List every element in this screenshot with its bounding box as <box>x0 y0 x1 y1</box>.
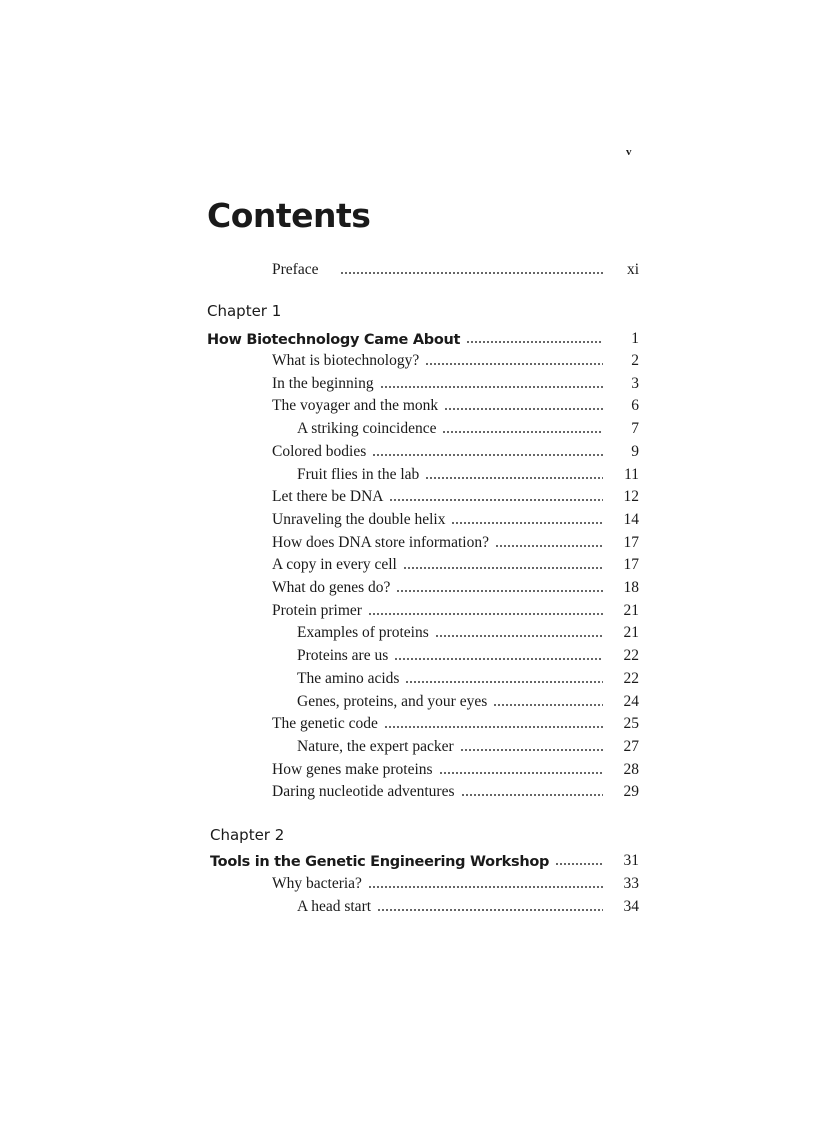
toc-entry-page: 2 <box>631 352 639 369</box>
toc-entry-page: 6 <box>631 397 639 415</box>
toc-entry-page: 28 <box>623 760 639 778</box>
toc-entry-title: What do genes do? <box>272 579 391 596</box>
toc-entry-title: Tools in the Genetic Engineering Workshop <box>210 854 550 870</box>
toc-entry[interactable] <box>272 507 639 529</box>
toc-entry[interactable] <box>272 757 639 779</box>
toc-entry-title: Preface <box>272 261 319 278</box>
chapter-label: Chapter 2 <box>210 826 285 844</box>
toc-entry-preface[interactable] <box>272 257 639 279</box>
toc-entry-title: Protein primer <box>272 601 362 619</box>
toc-entry-page: 21 <box>623 624 639 642</box>
toc-entry-title: In the beginning <box>272 374 374 392</box>
dot-leader <box>394 658 603 660</box>
toc-chapter-title[interactable] <box>210 848 639 870</box>
dot-leader <box>372 454 603 456</box>
toc-entry-title: How does DNA store information? <box>272 533 489 551</box>
toc-entry-page: 24 <box>623 692 639 710</box>
dot-leader <box>396 590 603 592</box>
toc-entry-title: Colored bodies <box>272 442 367 460</box>
toc-entry[interactable] <box>272 871 639 893</box>
toc-entry-title: A head start <box>297 897 372 915</box>
dot-leader <box>377 909 603 911</box>
toc-entry-title: Why bacteria? <box>272 875 362 892</box>
toc-entry[interactable] <box>272 484 639 506</box>
toc-entry-page: 29 <box>623 783 639 801</box>
toc-entry-page: 17 <box>623 533 639 551</box>
toc-entry-title: How genes make proteins <box>272 760 433 778</box>
dot-leader <box>461 794 604 796</box>
dot-leader <box>444 408 603 410</box>
toc-entry-title: Fruit flies in the lab <box>297 465 420 483</box>
dot-leader <box>435 635 603 637</box>
dot-leader <box>495 545 603 547</box>
toc-entry[interactable] <box>297 894 639 916</box>
dot-leader <box>451 522 603 524</box>
toc-entry-title: What is biotechnology? <box>272 352 420 369</box>
dot-leader <box>493 704 603 706</box>
toc-entry[interactable] <box>272 371 639 393</box>
toc-entry-title: The amino acids <box>297 669 400 687</box>
dot-leader <box>439 772 603 774</box>
toc-entry-page: 11 <box>624 465 639 483</box>
toc-entry[interactable] <box>297 620 639 642</box>
toc-entry-title: How Biotechnology Came About <box>207 332 461 348</box>
toc-entry[interactable] <box>272 530 639 552</box>
dot-leader <box>340 272 603 274</box>
toc-entry[interactable] <box>272 575 639 597</box>
toc-entry-page: 31 <box>623 852 639 869</box>
toc-entry-page: 21 <box>623 601 639 619</box>
toc-entry-page: 17 <box>623 556 639 574</box>
dot-leader <box>368 886 603 888</box>
dot-leader <box>403 567 603 569</box>
toc-entry[interactable] <box>272 439 639 461</box>
toc-entry-page: 9 <box>631 442 639 460</box>
dot-leader <box>368 613 603 615</box>
dot-leader <box>380 386 603 388</box>
toc-entry-page: 1 <box>631 330 639 347</box>
toc-entry[interactable] <box>272 348 639 370</box>
toc-entry-page: 12 <box>623 488 639 506</box>
toc-entry-page: 22 <box>623 669 639 687</box>
toc-entry-page: 7 <box>631 420 639 438</box>
toc-entry-title: Let there be DNA <box>272 488 384 506</box>
page-title: Contents <box>207 196 371 235</box>
toc-entry-page: 22 <box>623 647 639 665</box>
dot-leader <box>384 726 603 728</box>
dot-leader <box>466 341 603 343</box>
toc-entry-title: A striking coincidence <box>297 420 437 438</box>
toc-entry[interactable] <box>297 416 639 438</box>
toc-entry[interactable] <box>272 393 639 415</box>
dot-leader <box>425 363 603 365</box>
toc-entry-page: 34 <box>623 897 639 915</box>
dot-leader <box>555 863 603 865</box>
toc-entry[interactable] <box>297 689 639 711</box>
toc-entry[interactable] <box>297 734 639 756</box>
toc-entry[interactable] <box>272 711 639 733</box>
toc-entry-page: xi <box>626 261 639 278</box>
toc-entry-title: A copy in every cell <box>272 556 397 574</box>
toc-entry-page: 3 <box>631 374 639 392</box>
chapter-label: Chapter 1 <box>207 302 282 320</box>
toc-entry-title: The voyager and the monk <box>272 397 439 415</box>
dot-leader <box>425 477 603 479</box>
toc-entry-title: Nature, the expert packer <box>297 737 454 755</box>
toc-entry-title: Examples of proteins <box>297 624 429 642</box>
toc-entry[interactable] <box>297 643 639 665</box>
toc-entry-title: Proteins are us <box>297 647 389 665</box>
toc-entry-title: Daring nucleotide adventures <box>272 783 455 801</box>
dot-leader <box>389 499 603 501</box>
toc-entry[interactable] <box>272 779 639 801</box>
toc-entry-title: Genes, proteins, and your eyes <box>297 692 488 710</box>
toc-entry-page: 18 <box>623 579 639 596</box>
dot-leader <box>460 749 603 751</box>
dot-leader <box>405 681 603 683</box>
toc-entry[interactable] <box>297 666 639 688</box>
toc-entry-page: 33 <box>623 875 639 892</box>
page-number: v <box>626 146 632 158</box>
dot-leader <box>442 431 603 433</box>
toc-entry-page: 14 <box>623 510 639 528</box>
toc-entry[interactable] <box>297 462 639 484</box>
toc-entry[interactable] <box>272 598 639 620</box>
toc-entry-title: The genetic code <box>272 715 378 733</box>
toc-chapter-title[interactable] <box>207 326 639 348</box>
toc-entry-title: Unraveling the double helix <box>272 510 446 528</box>
toc-entry[interactable] <box>272 552 639 574</box>
toc-entry-page: 25 <box>623 715 639 733</box>
toc-entry-page: 27 <box>623 737 639 755</box>
